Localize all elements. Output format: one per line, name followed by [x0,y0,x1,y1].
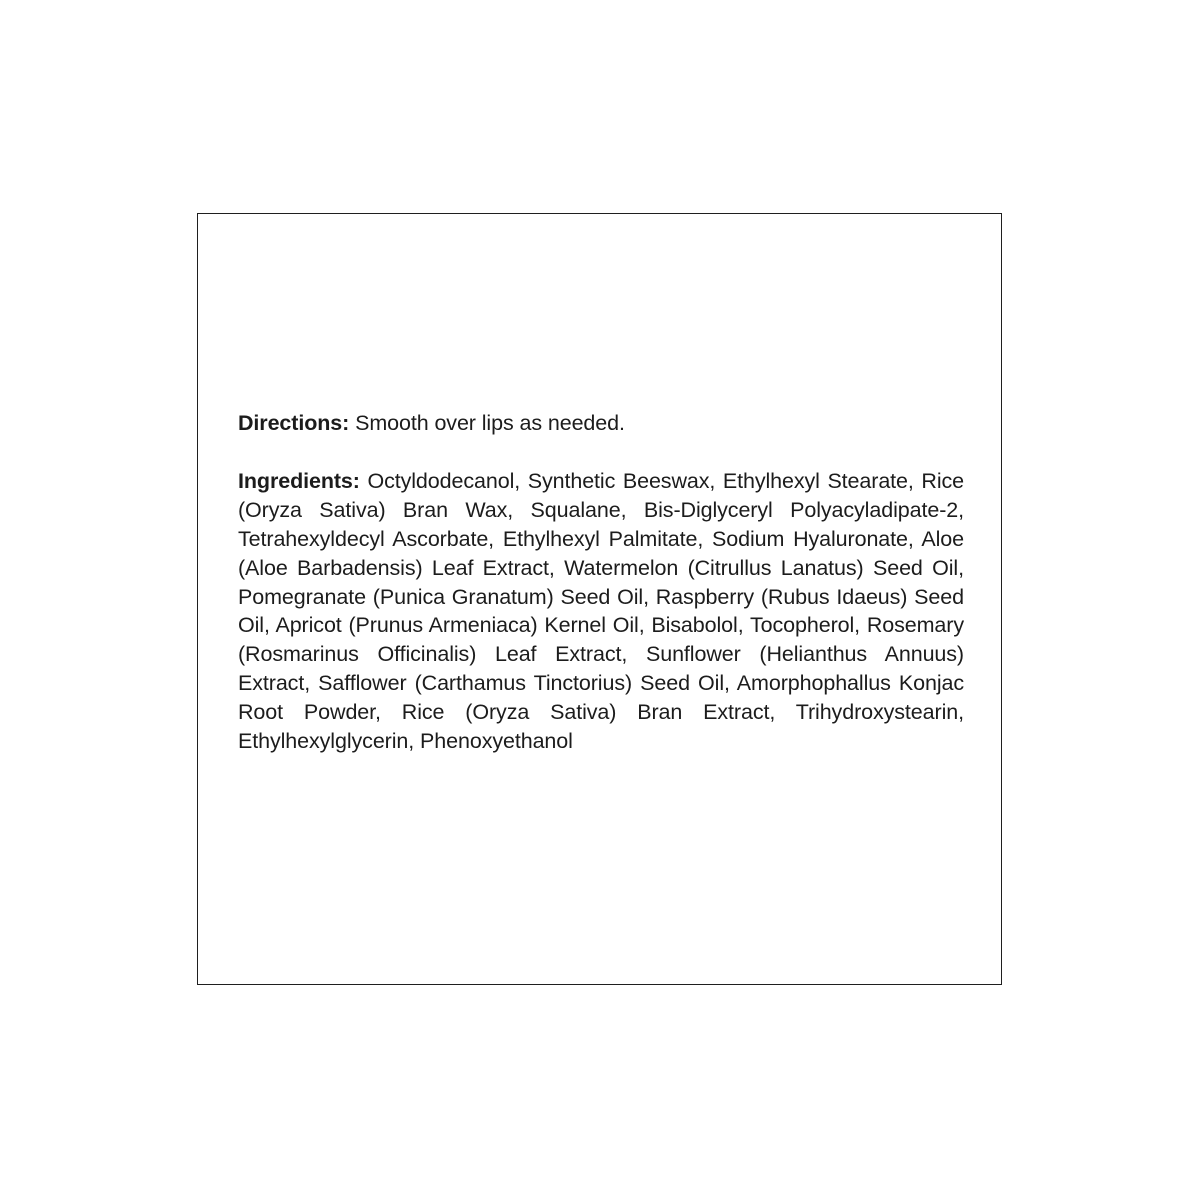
ingredients-list: Octyldodecanol, Synthetic Beeswax, Ethylhexyl Stearate, Rice (Oryza Sativa) Bran Wax, Squalane, Bis-Diglyceryl Polyacyladipate-2, Tetrahexyldecyl Ascorbate, Ethylhexyl Palmitate, Sodium Hyaluronate, Aloe (Aloe Barbadensis) Leaf Extract, Watermelon (Citrullus Lanatus) Seed Oil, Pomegranate (Punica Granatum) Seed Oil, Raspberry (Rubus Idaeus) Seed Oil, Apricot (Prunus Armeniaca) Kernel Oil, Bisabolol, Tocopherol, Rosemary (Rosmarinus Officinalis) Leaf Extract, Sunflower (Helianthus Annuus) Extract, Safflower (Carthamus Tinctorius) Seed Oil, Amorphophallus Konjac Root Powder, Rice (Oryza Sativa) Bran Extract, Trihydroxystearin, Ethylhexylglycerin, Phenoxyethanol [238,468,964,754]
directions-text: Smooth over lips as needed. [349,411,625,435]
directions-paragraph [238,409,964,438]
ingredients-heading: Ingredients: [238,468,360,493]
product-label-panel [197,213,1002,985]
directions-heading: Directions: [238,411,350,435]
ingredients-paragraph [238,467,964,756]
label-content [238,409,964,756]
